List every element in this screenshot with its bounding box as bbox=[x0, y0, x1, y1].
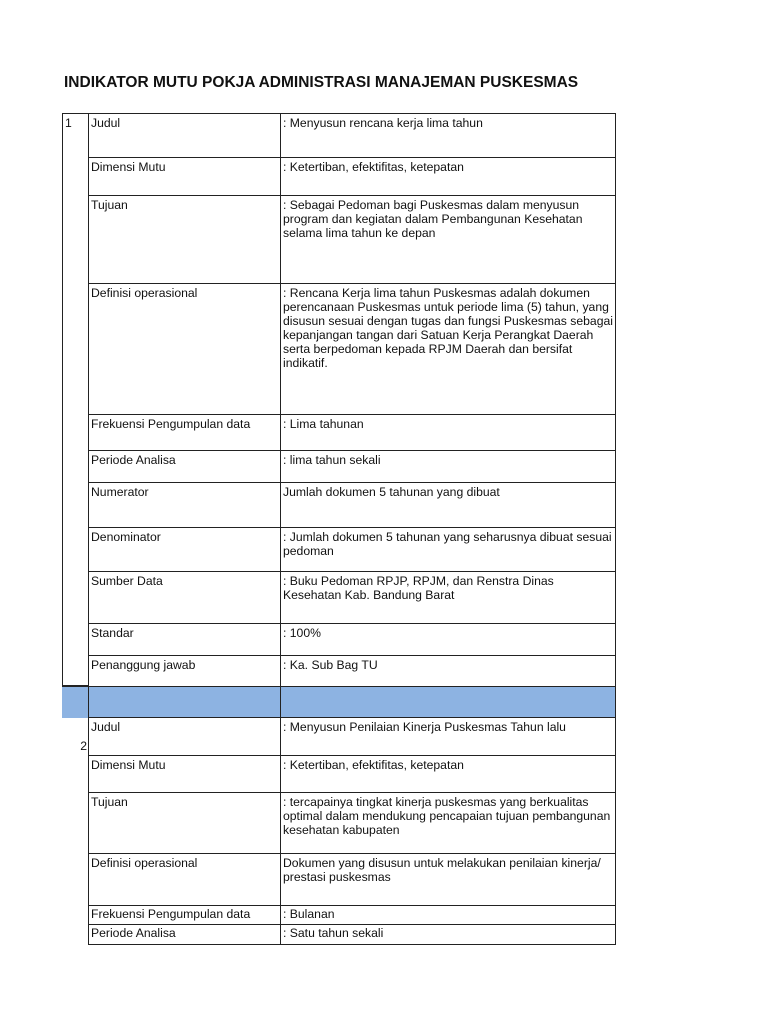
row-value: : Rencana Kerja lima tahun Puskesmas adalah dokumen perencanaan Puskesmas untuk periode lima (5) tahun, yang disusun sesuai dengan tugas dan fungsi Puskesmas sebagai kepanjangan tangan dari Satuan Kerja Perangkat Daerah serta berpedoman kepada RPJM Daerah dan bersifat indikatif. bbox=[280, 283, 616, 414]
row-value: : 100% bbox=[280, 623, 616, 655]
number-cell bbox=[62, 623, 88, 655]
row-value: : Bulanan bbox=[280, 905, 616, 924]
row-value: : Ketertiban, efektifitas, ketepatan bbox=[280, 157, 616, 195]
number-cell bbox=[62, 655, 88, 686]
row-value: : Buku Pedoman RPJP, RPJM, dan Renstra Dinas Kesehatan Kab. Bandung Barat bbox=[280, 571, 616, 623]
section-number: 2 bbox=[80, 739, 87, 753]
number-cell bbox=[62, 527, 88, 571]
section-number: 1 bbox=[62, 113, 88, 157]
number-cell bbox=[62, 195, 88, 283]
row-label: Judul bbox=[88, 113, 280, 157]
row-label: Standar bbox=[88, 623, 280, 655]
row-label: Definisi operasional bbox=[88, 853, 280, 905]
number-cell bbox=[62, 283, 88, 414]
row-label: Tujuan bbox=[88, 792, 280, 853]
number-cell bbox=[62, 157, 88, 195]
section-separator-band bbox=[62, 686, 616, 718]
row-value: : Jumlah dokumen 5 tahunan yang seharusnya dibuat sesuai pedoman bbox=[280, 527, 616, 571]
number-cell bbox=[62, 414, 88, 450]
row-value: Jumlah dokumen 5 tahunan yang dibuat bbox=[280, 482, 616, 527]
row-value: : Menyusun rencana kerja lima tahun bbox=[280, 113, 616, 157]
row-value: : Menyusun Penilaian Kinerja Puskesmas Tahun lalu bbox=[280, 717, 616, 755]
row-label: Tujuan bbox=[88, 195, 280, 283]
number-cell bbox=[62, 450, 88, 482]
band-cell bbox=[280, 687, 616, 718]
row-label: Sumber Data bbox=[88, 571, 280, 623]
band-cell bbox=[88, 687, 280, 718]
row-label: Denominator bbox=[88, 527, 280, 571]
row-label: Periode Analisa bbox=[88, 450, 280, 482]
row-value: : Satu tahun sekali bbox=[280, 924, 616, 945]
row-label: Numerator bbox=[88, 482, 280, 527]
page-title: INDIKATOR MUTU POKJA ADMINISTRASI MANAJEMAN PUSKESMAS bbox=[64, 74, 579, 91]
row-value: : Ketertiban, efektifitas, ketepatan bbox=[280, 755, 616, 792]
row-value: : Lima tahunan bbox=[280, 414, 616, 450]
row-label: Penanggung jawab bbox=[88, 655, 280, 686]
row-label: Periode Analisa bbox=[88, 924, 280, 945]
number-cell bbox=[62, 482, 88, 527]
row-value: : Sebagai Pedoman bagi Puskesmas dalam menyusun program dan kegiatan dalam Pembangunan Kesehatan selama lima tahun ke depan bbox=[280, 195, 616, 283]
row-value: Dokumen yang disusun untuk melakukan penilaian kinerja/ prestasi puskesmas bbox=[280, 853, 616, 905]
row-label: Frekuensi Pengumpulan data bbox=[88, 905, 280, 924]
row-label: Frekuensi Pengumpulan data bbox=[88, 414, 280, 450]
row-label: Definisi operasional bbox=[88, 283, 280, 414]
row-label: Judul bbox=[88, 717, 280, 755]
row-label: Dimensi Mutu bbox=[88, 755, 280, 792]
row-value: : lima tahun sekali bbox=[280, 450, 616, 482]
number-cell bbox=[62, 571, 88, 623]
row-label: Dimensi Mutu bbox=[88, 157, 280, 195]
row-value: : tercapainya tingkat kinerja puskesmas yang berkualitas optimal dalam mendukung pencapaian tujuan pembangunan kesehatan kabupaten bbox=[280, 792, 616, 853]
row-value: : Ka. Sub Bag TU bbox=[280, 655, 616, 686]
